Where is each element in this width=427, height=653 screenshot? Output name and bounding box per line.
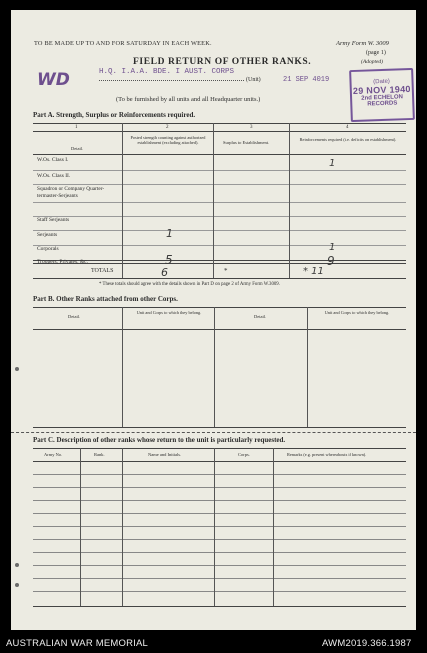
part-b-col-unit-2: Unit and Corps to which they belong. <box>324 310 390 315</box>
column-rule <box>273 448 274 606</box>
row-rule <box>33 565 406 566</box>
row-label-cqms: Squadron or Company Quarter- termaster-Serjeants <box>37 186 109 199</box>
value-troopers-posted: 5 <box>165 253 173 267</box>
part-b-col-unit-1: Unit and Corps to which they belong. <box>136 310 202 315</box>
handwritten-initials: WD <box>37 70 70 90</box>
table-rule <box>33 448 406 449</box>
row-rule <box>33 263 406 264</box>
row-rule <box>33 578 406 579</box>
value-serjeants-posted: 1 <box>166 227 173 240</box>
form-page <box>11 10 416 630</box>
part-c-heading: Part C. Description of other ranks whose return to the unit is particularly requested. <box>33 436 286 444</box>
total-surplus: * <box>224 267 228 275</box>
row-rule <box>33 552 406 553</box>
row-rule <box>33 260 406 261</box>
column-rule <box>122 307 123 427</box>
part-b-col-detail-1: Detail. <box>68 314 81 319</box>
footer-accession-number: AWM2019.366.1987 <box>322 638 412 649</box>
col-number-1: 1 <box>75 125 78 130</box>
column-rule <box>213 123 214 278</box>
part-c-col-name: Name and Initials. <box>148 452 182 457</box>
column-rule <box>214 448 215 606</box>
col-header-reinforcements: Reinforcements required (i.e. deficits on establishment). <box>299 137 397 142</box>
part-c-col-remarks: Remarks (e.g. present whereabouts if known). <box>287 452 367 457</box>
form-subtitle: (To be furnished by all units and all Headquarter units.) <box>116 96 261 103</box>
row-rule <box>33 245 406 246</box>
row-label-corporals: Corporals <box>37 246 59 252</box>
row-label-troopers: Troopers, Privates, &c. <box>37 259 88 265</box>
row-rule <box>33 230 406 231</box>
value-corporals-reinforcements: 1 <box>329 242 336 253</box>
stamp-date: 29 NOV 1940 <box>352 83 411 97</box>
stamp-line-3: 2nd ECHELON <box>361 94 404 102</box>
footer-credit: AUSTRALIAN WAR MEMORIAL <box>6 638 149 649</box>
form-title: FIELD RETURN OF OTHER RANKS. <box>133 57 312 67</box>
table-rule <box>33 427 406 428</box>
column-rule <box>122 123 123 278</box>
row-rule <box>33 539 406 540</box>
totals-label: TOTALS <box>91 268 114 274</box>
table-rule <box>33 606 406 607</box>
col-number-3: 3 <box>250 125 253 130</box>
value-troopers-reinforcements: 9 <box>327 254 335 268</box>
part-c-col-corps: Corps. <box>238 452 250 457</box>
tear-line <box>11 432 416 433</box>
stamp-date-label: (Date) <box>373 78 390 86</box>
row-rule <box>33 216 406 217</box>
part-c-col-rank: Rank. <box>94 452 105 457</box>
part-c-col-army-no: Army No. <box>44 452 63 457</box>
instruction-line: TO BE MADE UP TO AND FOR SATURDAY IN EACH WEEK. <box>34 40 212 47</box>
part-b-heading: Part B. Other Ranks attached from other Corps. <box>33 295 178 303</box>
total-posted: 6 <box>161 266 168 279</box>
col-header-surplus: Surplus to Establishment. <box>223 140 270 145</box>
row-rule <box>33 591 406 592</box>
col-header-detail: Detail. <box>71 146 84 151</box>
row-rule <box>33 487 406 488</box>
page-label: (page 1) <box>366 50 386 56</box>
unit-label: (Unit) <box>246 77 261 83</box>
row-rule <box>33 474 406 475</box>
row-rule <box>33 513 406 514</box>
adopted-label: (Adopted) <box>361 59 383 65</box>
col-number-2: 2 <box>166 125 169 130</box>
table-rule <box>33 329 406 330</box>
row-label-wo-class-1: W.Os. Class I. <box>37 157 69 163</box>
col-header-posted: Posted strength counting against authorized establishment (excluding attached). <box>130 135 206 146</box>
part-b-col-detail-2: Detail. <box>254 314 267 319</box>
total-reinforcements: * 11 <box>303 266 324 277</box>
part-a-footnote: * These totals should agree with the details shown in Part D on page 2 of Army Form W.3009. <box>99 282 280 287</box>
punch-hole <box>15 367 19 371</box>
table-rule <box>33 461 406 462</box>
column-rule <box>307 307 308 427</box>
row-rule <box>33 500 406 501</box>
row-label-staff-serjeants: Staff Serjeants <box>37 217 70 223</box>
row-rule <box>33 278 406 279</box>
col-number-4: 4 <box>346 125 349 130</box>
row-rule <box>33 184 406 185</box>
return-date: 21 SEP 4019 <box>283 76 330 84</box>
row-label-serjeants: Serjeants <box>37 232 58 238</box>
received-date-stamp <box>349 68 415 122</box>
part-a-heading: Part A. Strength, Surplus or Reinforcements required. <box>33 111 196 119</box>
row-rule <box>33 526 406 527</box>
row-label-wo-class-2: W.Os. Class II. <box>37 173 71 179</box>
punch-hole <box>15 583 19 587</box>
column-rule <box>80 448 81 606</box>
stamp-line-4: RECORDS <box>367 100 398 108</box>
punch-hole <box>15 563 19 567</box>
unit-name: H.Q. I.A.A. BDE. I AUST. CORPS <box>99 68 235 76</box>
row-rule <box>33 170 406 171</box>
column-rule <box>214 307 215 427</box>
value-wo1-reinforcements: 1 <box>329 158 336 169</box>
table-rule <box>33 307 406 308</box>
army-form-number: Army Form W. 3009 <box>336 40 389 47</box>
table-rule <box>33 154 406 155</box>
table-rule <box>33 123 406 124</box>
column-rule <box>122 448 123 606</box>
column-rule <box>289 123 290 278</box>
row-rule <box>33 202 406 203</box>
unit-underline <box>99 80 244 81</box>
table-rule <box>33 131 406 132</box>
